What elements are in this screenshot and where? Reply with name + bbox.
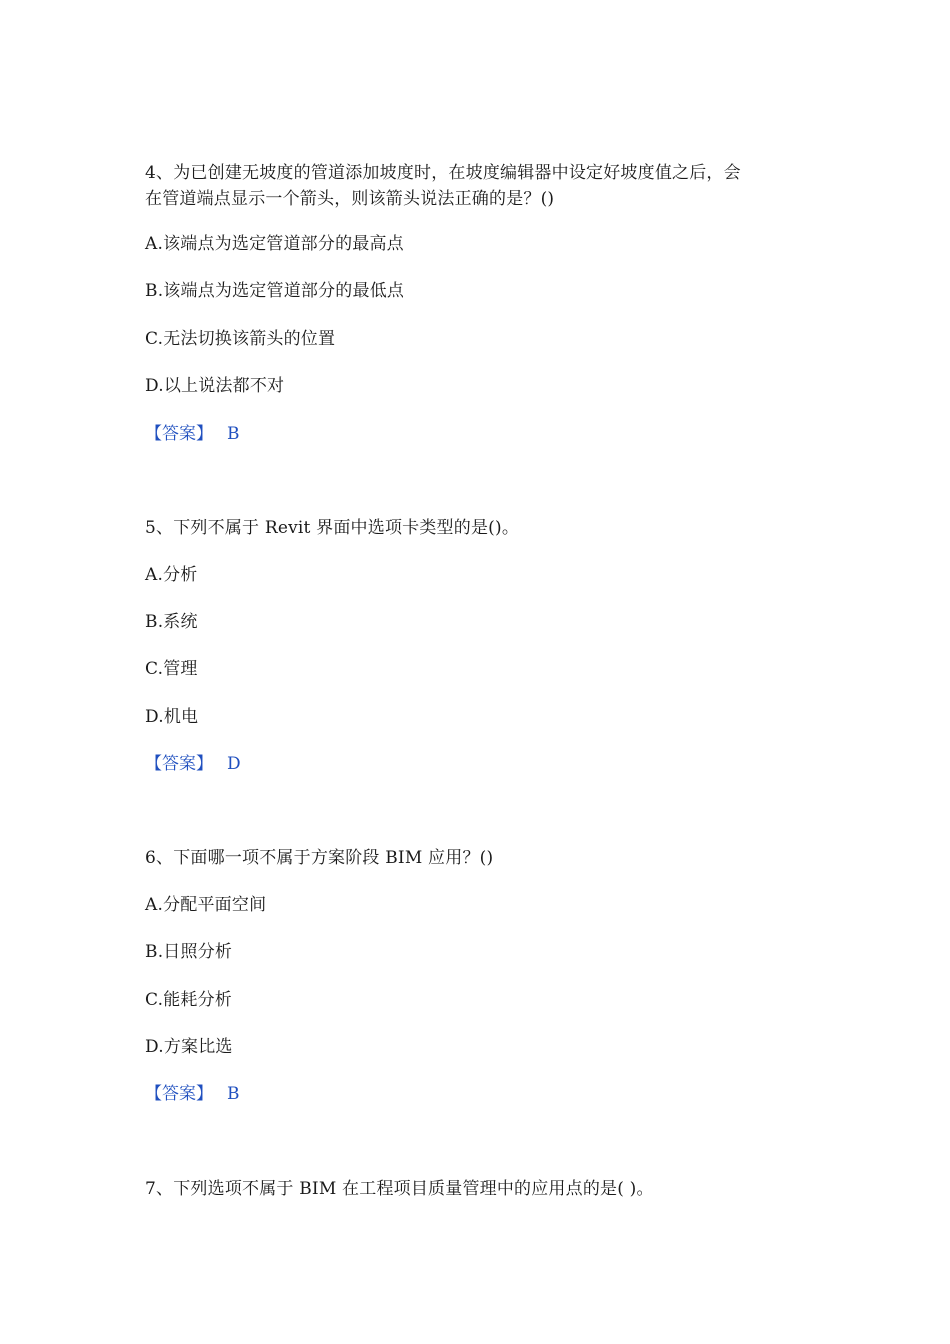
question-4-option-d: D.以上说法都不对	[145, 376, 285, 396]
question-5-option-c: C.管理	[145, 659, 198, 679]
question-6-answer	[145, 1082, 240, 1106]
question-5-answer	[145, 752, 241, 776]
question-6-option-a: A.分配平面空间	[145, 895, 267, 915]
answer-label: 【答案】	[145, 754, 213, 774]
question-5-option-b: B.系统	[145, 612, 198, 632]
question-6-option-b: B.日照分析	[145, 942, 233, 962]
answer-label: 【答案】	[145, 1084, 213, 1104]
question-4-stem-line-1: 4、为已创建无坡度的管道添加坡度时，在坡度编辑器中设定好坡度值之后，会	[145, 163, 741, 183]
question-6-option-c: C.能耗分析	[145, 990, 233, 1010]
question-6-option-d: D.方案比选	[145, 1037, 233, 1057]
question-6-stem-line-1: 6、下面哪一项不属于方案阶段 BIM 应用？()	[145, 848, 494, 868]
question-4-option-b: B.该端点为选定管道部分的最低点	[145, 281, 405, 301]
question-4-stem-line-2: 在管道端点显示一个箭头，则该箭头说法正确的是？()	[145, 189, 555, 209]
answer-value: B	[227, 424, 240, 444]
question-7-stem-line-1: 7、下列选项不属于 BIM 在工程项目质量管理中的应用点的是( )。	[145, 1179, 654, 1199]
question-5-stem-line-1: 5、下列不属于 Revit 界面中选项卡类型的是()。	[145, 518, 520, 538]
answer-value: B	[227, 1084, 240, 1104]
question-4-answer	[145, 422, 240, 446]
answer-label: 【答案】	[145, 424, 213, 444]
answer-value: D	[227, 754, 241, 774]
question-4-option-c: C.无法切换该箭头的位置	[145, 329, 336, 349]
question-5-option-a: A.分析	[145, 565, 198, 585]
question-4-option-a: A.该端点为选定管道部分的最高点	[145, 234, 404, 254]
question-5-option-d: D.机电	[145, 707, 199, 727]
